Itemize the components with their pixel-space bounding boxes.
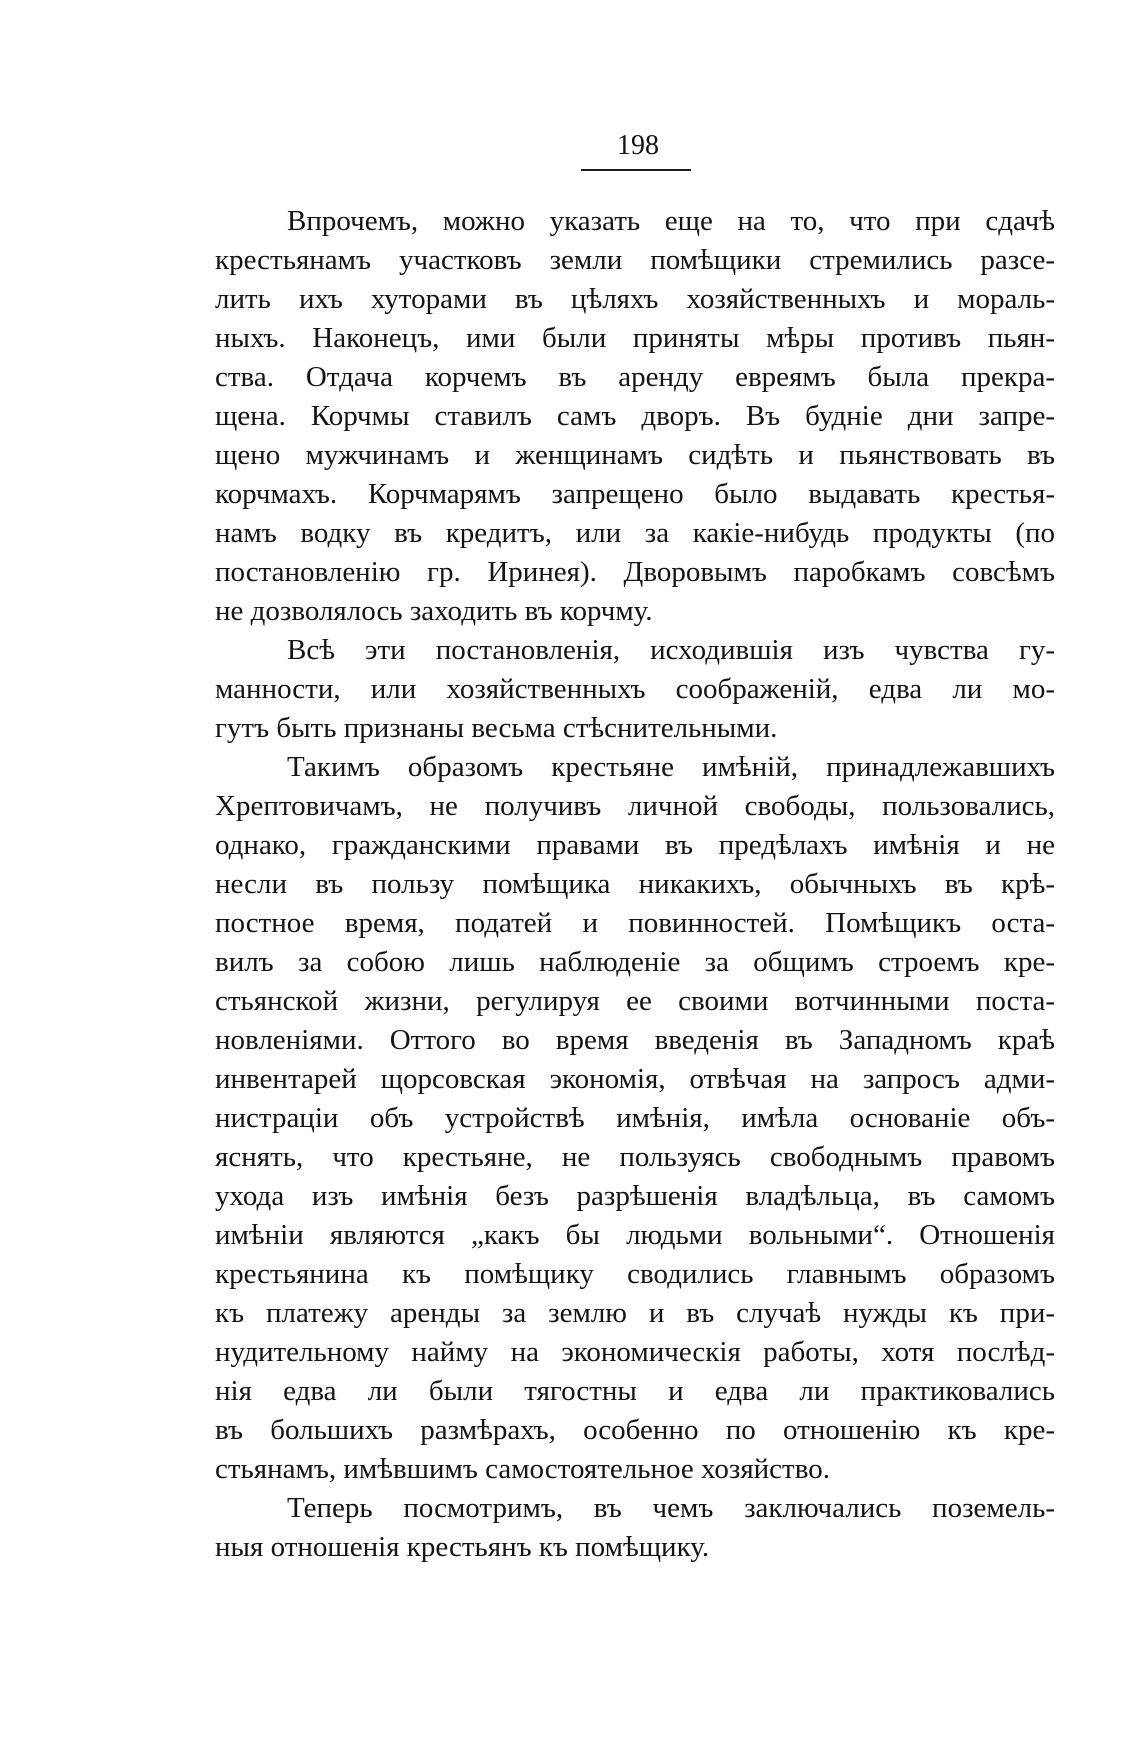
text-line: гутъ быть признаны весьма стѣснительными. [215, 712, 778, 744]
text-line: нудительному найму на экономическія работы, хотя послѣд- [215, 1336, 1055, 1368]
paragraph-1 [215, 202, 1055, 631]
text-line: однако, гражданскими правами въ предѣлахъ имѣнія и не [215, 829, 1055, 861]
paragraph-4 [215, 1489, 1055, 1567]
text-line: ныхъ. Наконецъ, ими были приняты мѣры противъ пьян- [215, 322, 1055, 354]
text-line: стьянской жизни, регулируя ее своими вотчинными поста- [215, 985, 1055, 1017]
text-line: новленіями. Оттого во время введенія въ Западномъ краѣ [215, 1024, 1055, 1056]
text-line: крестьянамъ участковъ земли помѣщики стремились разсе- [215, 244, 1055, 276]
text-line: Хрептовичамъ, не получивъ личной свободы, пользовались, [215, 790, 1055, 822]
text-line: Впрочемъ, можно указать еще на то, что при сдачѣ [287, 205, 1055, 237]
text-line: постное время, податей и повинностей. Помѣщикъ оста- [215, 907, 1055, 939]
text-line: корчмахъ. Корчмарямъ запрещено было выдавать крестья- [215, 478, 1055, 510]
text-line: вилъ за собою лишь наблюденіе за общимъ строемъ кре- [215, 946, 1055, 978]
text-line: Всѣ эти постановленія, исходившія изъ чувства гу- [287, 634, 1055, 666]
text-line: щена. Корчмы ставилъ самъ дворъ. Въ будніе дни запре- [215, 400, 1055, 432]
text-line: Такимъ образомъ крестьяне имѣній, принадлежавшихъ [287, 751, 1055, 783]
text-line: постановленію гр. Иринея). Дворовымъ паробкамъ совсѣмъ [215, 556, 1055, 588]
text-line: къ платежу аренды за землю и въ случаѣ нужды къ при- [215, 1297, 1055, 1329]
text-line: манности, или хозяйственныхъ соображеній, едва ли мо- [215, 673, 1055, 705]
text-line: щено мужчинамъ и женщинамъ сидѣть и пьянствовать въ [215, 439, 1055, 471]
text-line: имѣніи являются „какъ бы людьми вольными“. Отношенія [215, 1219, 1055, 1251]
text-line: намъ водку въ кредитъ, или за какіе-нибудь продукты (по [215, 517, 1055, 549]
text-line: ныя отношенія крестьянъ къ помѣщику. [215, 1531, 710, 1563]
body-text [215, 202, 1055, 1567]
text-line: ухода изъ имѣнія безъ разрѣшенія владѣльца, въ самомъ [215, 1180, 1055, 1212]
text-line: яснять, что крестьяне, не пользуясь свободнымъ правомъ [215, 1141, 1055, 1173]
text-line: Теперь посмотримъ, въ чемъ заключались поземель- [287, 1492, 1055, 1524]
page-number: 198 [617, 130, 659, 161]
text-line: не дозволялось заходить въ корчму. [215, 595, 653, 627]
paragraph-3 [215, 748, 1055, 1489]
text-line: нистраціи объ устройствѣ имѣнія, имѣла основаніе объ- [215, 1102, 1055, 1134]
text-line: несли въ пользу помѣщика никакихъ, обычныхъ въ крѣ- [215, 868, 1055, 900]
page-number-rule [581, 169, 691, 171]
text-line: лить ихъ хуторами въ цѣляхъ хозяйственныхъ и мораль- [215, 283, 1055, 315]
text-line: въ большихъ размѣрахъ, особенно по отношенію къ кре- [215, 1414, 1055, 1446]
text-line: инвентарей щорсовская экономія, отвѣчая на запросъ адми- [215, 1063, 1055, 1095]
text-line: стьянамъ, имѣвшимъ самостоятельное хозяйство. [215, 1453, 830, 1485]
text-line: нія едва ли были тягостны и едва ли практиковались [215, 1375, 1055, 1407]
text-line: крестьянина къ помѣщику сводились главнымъ образомъ [215, 1258, 1055, 1290]
text-line: ства. Отдача корчемъ въ аренду евреямъ была прекра- [215, 361, 1055, 393]
paragraph-2 [215, 631, 1055, 748]
